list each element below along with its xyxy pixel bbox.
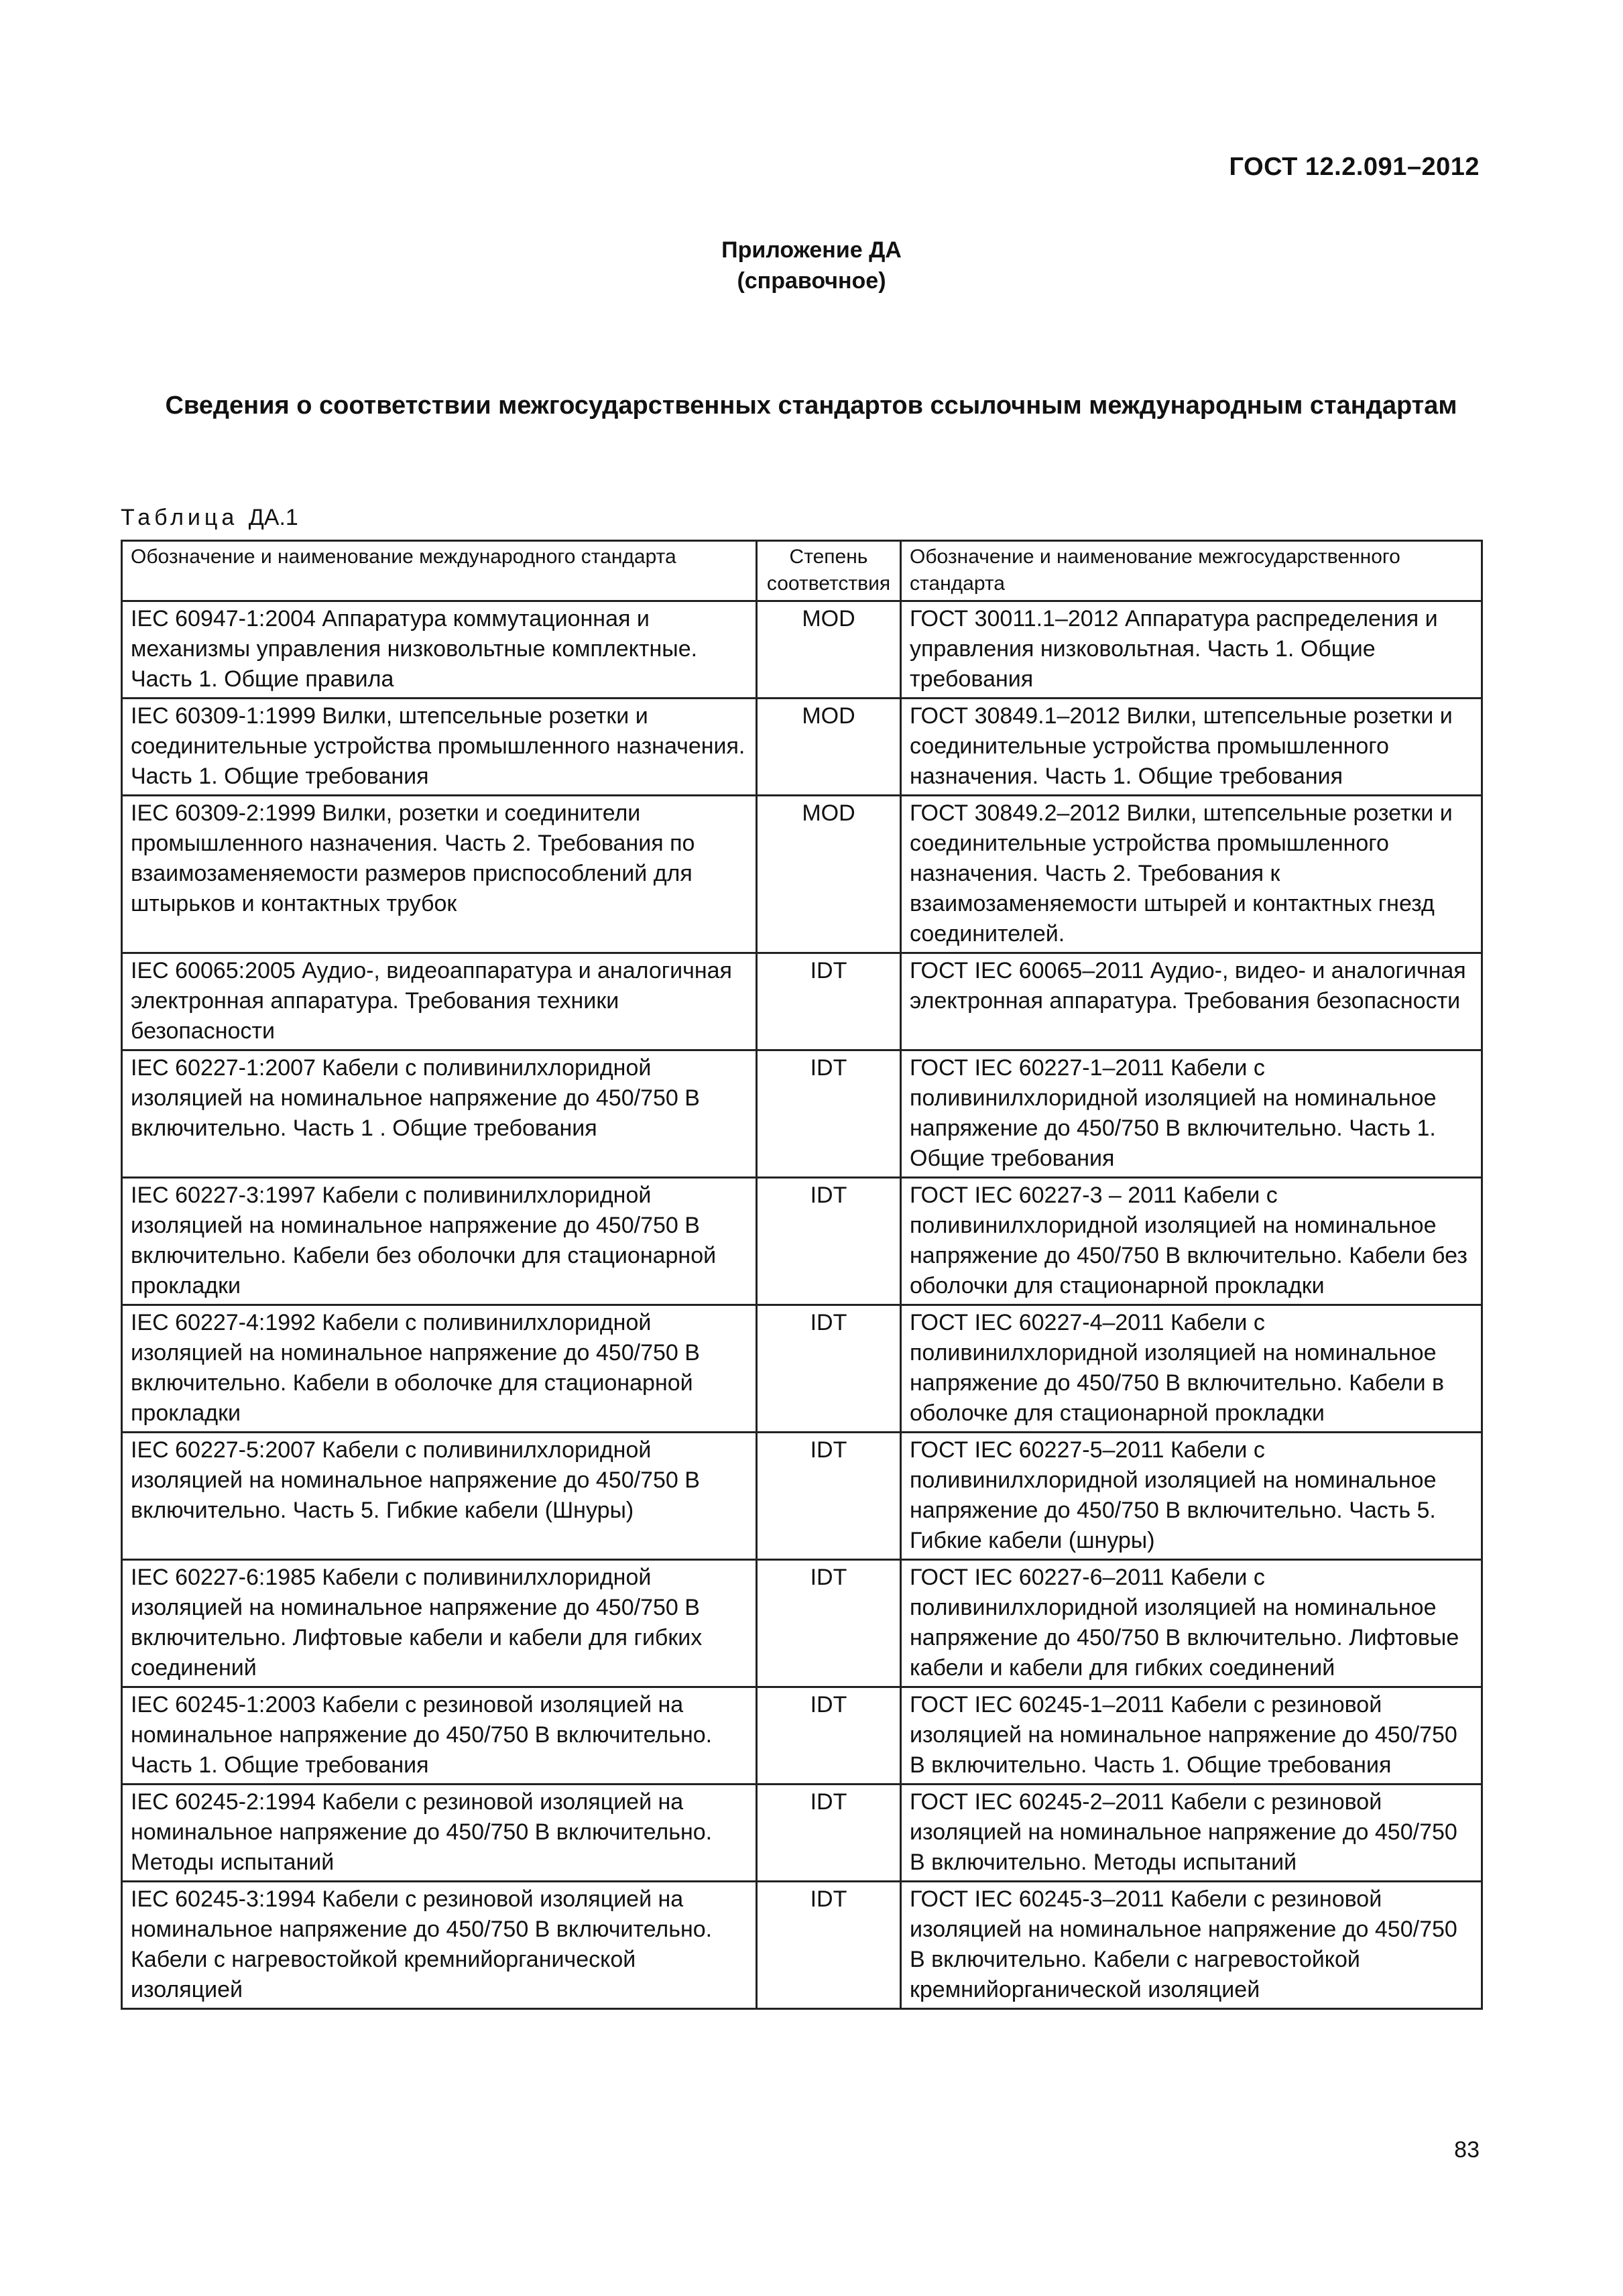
table-row <box>122 1050 1482 1178</box>
cell-interstate-standard: ГОСТ IEC 60245-2–2011 Кабели с резиновой изоляцией на номинальное напряжение до 450/750 В включительно. Методы испытаний <box>901 1785 1482 1882</box>
cell-international-standard: IEC 60227-3:1997 Кабели с поливинилхлоридной изоляцией на номинальное напряжение до 450/750 В включительно. Кабели без оболочки для стационарной прокладки <box>122 1178 757 1305</box>
cell-degree: IDT <box>757 1687 901 1785</box>
cell-international-standard: IEC 60245-2:1994 Кабели с резиновой изоляцией на номинальное напряжение до 450/750 В включительно. Методы испытаний <box>122 1785 757 1882</box>
page-number: 83 <box>1454 2137 1480 2163</box>
document-code: ГОСТ 12.2.091–2012 <box>1229 153 1480 181</box>
section-title: Сведения о соответствии межгосударственных стандартов ссылочным международным стандартам <box>165 391 1457 420</box>
table-row <box>122 796 1482 953</box>
cell-degree: IDT <box>757 1785 901 1882</box>
cell-international-standard: IEC 60947-1:2004 Аппаратура коммутационная и механизмы управления низковольтные комплектные. Часть 1. Общие правила <box>122 601 757 699</box>
cell-international-standard: IEC 60227-5:2007 Кабели с поливинилхлоридной изоляцией на номинальное напряжение до 450/750 В включительно. Часть 5. Гибкие кабели (Шнуры) <box>122 1433 757 1560</box>
cell-interstate-standard: ГОСТ IEC 60065–2011 Аудио-, видео- и аналогичная электронная аппаратура. Требования безопасности <box>901 953 1482 1050</box>
table-row <box>122 1687 1482 1785</box>
cell-interstate-standard: ГОСТ IEC 60227-3 – 2011 Кабели с поливинилхлоридной изоляцией на номинальное напряжение до 450/750 В включительно. Кабели без оболочки для стационарной прокладки <box>901 1178 1482 1305</box>
cell-international-standard: IEC 60227-1:2007 Кабели с поливинилхлоридной изоляцией на номинальное напряжение до 450/750 В включительно. Часть 1 . Общие требования <box>122 1050 757 1178</box>
cell-degree: MOD <box>757 796 901 953</box>
table-row <box>122 601 1482 699</box>
header-interstate-standard: Обозначение и наименование межгосударственного стандарта <box>901 541 1482 601</box>
cell-degree: IDT <box>757 1882 901 2009</box>
header-international-standard: Обозначение и наименование международного стандарта <box>122 541 757 601</box>
cell-international-standard: IEC 60309-1:1999 Вилки, штепсельные розетки и соединительные устройства промышленного назначения. Часть 1. Общие требования <box>122 699 757 796</box>
appendix-title: Приложение ДА <box>721 237 902 263</box>
appendix-heading <box>0 235 1623 296</box>
table-header-row <box>122 541 1482 601</box>
cell-degree: MOD <box>757 699 901 796</box>
cell-interstate-standard: ГОСТ IEC 60227-5–2011 Кабели с поливинилхлоридной изоляцией на номинальное напряжение до 450/750 В включительно. Часть 5. Гибкие кабели (шнуры) <box>901 1433 1482 1560</box>
cell-interstate-standard: ГОСТ IEC 60245-1–2011 Кабели с резиновой изоляцией на номинальное напряжение до 450/750 В включительно. Часть 1. Общие требования <box>901 1687 1482 1785</box>
appendix-subtitle: (справочное) <box>737 268 886 294</box>
cell-international-standard: IEC 60227-6:1985 Кабели с поливинилхлоридной изоляцией на номинальное напряжение до 450/750 В включительно. Лифтовые кабели и кабели для гибких соединений <box>122 1560 757 1687</box>
cell-interstate-standard: ГОСТ 30011.1–2012 Аппаратура распределения и управления низковольтная. Часть 1. Общие требования <box>901 601 1482 699</box>
cell-degree: IDT <box>757 1050 901 1178</box>
table-row <box>122 1785 1482 1882</box>
cell-degree: IDT <box>757 1560 901 1687</box>
cell-international-standard: IEC 60309-2:1999 Вилки, розетки и соединители промышленного назначения. Часть 2. Требования по взаимозаменяемости размеров приспособлений для штырьков и контактных трубок <box>122 796 757 953</box>
cell-degree: MOD <box>757 601 901 699</box>
header-degree-of-compliance: Степень соответствия <box>757 541 901 601</box>
cell-international-standard: IEC 60245-1:2003 Кабели с резиновой изоляцией на номинальное напряжение до 450/750 В включительно. Часть 1. Общие требования <box>122 1687 757 1785</box>
table-row <box>122 1882 1482 2009</box>
cell-interstate-standard: ГОСТ IEC 60227-4–2011 Кабели с поливинилхлоридной изоляцией на номинальное напряжение до 450/750 В включительно. Кабели в оболочке для стационарной прокладки <box>901 1305 1482 1433</box>
table-caption <box>121 505 298 531</box>
cell-degree: IDT <box>757 1305 901 1433</box>
cell-interstate-standard: ГОСТ IEC 60245-3–2011 Кабели с резиновой изоляцией на номинальное напряжение до 450/750 В включительно. Кабели с нагревостойкой кремнийорганической изоляцией <box>901 1882 1482 2009</box>
table-caption-number: ДА.1 <box>248 505 298 530</box>
standards-table <box>121 540 1483 2010</box>
table-row <box>122 1433 1482 1560</box>
table-row <box>122 1560 1482 1687</box>
table-row <box>122 1305 1482 1433</box>
cell-international-standard: IEC 60065:2005 Аудио-, видеоаппаратура и аналогичная электронная аппаратура. Требования техники безопасности <box>122 953 757 1050</box>
cell-international-standard: IEC 60245-3:1994 Кабели с резиновой изоляцией на номинальное напряжение до 450/750 В включительно. Кабели с нагревостойкой кремнийорганической изоляцией <box>122 1882 757 2009</box>
cell-interstate-standard: ГОСТ 30849.1–2012 Вилки, штепсельные розетки и соединительные устройства промышленного назначения. Часть 1. Общие требования <box>901 699 1482 796</box>
cell-degree: IDT <box>757 1178 901 1305</box>
table-row <box>122 1178 1482 1305</box>
table-row <box>122 953 1482 1050</box>
cell-interstate-standard: ГОСТ IEC 60227-6–2011 Кабели с поливинилхлоридной изоляцией на номинальное напряжение до 450/750 В включительно. Лифтовые кабели и кабели для гибких соединений <box>901 1560 1482 1687</box>
cell-degree: IDT <box>757 953 901 1050</box>
cell-degree: IDT <box>757 1433 901 1560</box>
table-caption-label: Таблица <box>121 505 239 530</box>
cell-interstate-standard: ГОСТ 30849.2–2012 Вилки, штепсельные розетки и соединительные устройства промышленного назначения. Часть 2. Требования к взаимозаменяемости штырей и контактных гнезд соединителей. <box>901 796 1482 953</box>
table-row <box>122 699 1482 796</box>
cell-international-standard: IEC 60227-4:1992 Кабели с поливинилхлоридной изоляцией на номинальное напряжение до 450/750 В включительно. Кабели в оболочке для стационарной прокладки <box>122 1305 757 1433</box>
cell-interstate-standard: ГОСТ IEC 60227-1–2011 Кабели с поливинилхлоридной изоляцией на номинальное напряжение до 450/750 В включительно. Часть 1. Общие требования <box>901 1050 1482 1178</box>
